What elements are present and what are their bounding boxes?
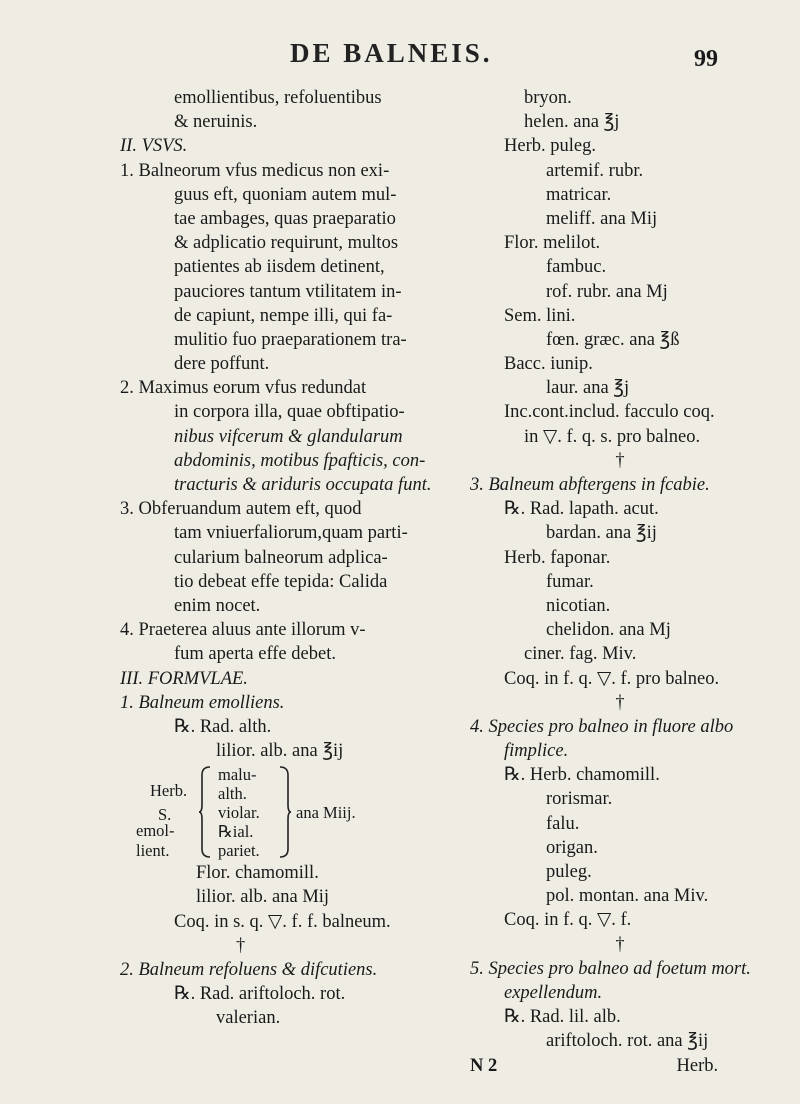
text-line: ℞. Rad. lil. alb.: [504, 1007, 621, 1028]
text-line: ciner. fag. Miv.: [524, 644, 637, 665]
text-line: pol. montan. ana Miv.: [546, 886, 709, 907]
text-line: fambuc.: [546, 257, 607, 278]
text-line: 4. Praeterea aluus ante illorum v-: [120, 620, 366, 641]
text-line: laur. ana ℥j: [546, 378, 630, 399]
cross-mark: †: [236, 935, 246, 956]
text-line: falu.: [546, 813, 580, 834]
left-column: [120, 86, 440, 1031]
formula-title: 1. Balneum emolliens.: [120, 692, 285, 713]
footer-line: [470, 1054, 770, 1078]
formula-title: 5. Species pro balneo ad foetum mort.: [470, 958, 751, 979]
compound-label: S.: [158, 805, 172, 825]
text-line: nicotian.: [546, 595, 611, 616]
text-line: de capiunt, nempe illi, qui fa-: [174, 305, 393, 326]
right-column: [470, 86, 770, 1078]
text-line: dere poffunt.: [174, 354, 270, 375]
text-line: abdominis, motibus fpafticis, con-: [174, 450, 426, 471]
text-line: rof. rubr. ana Mj: [546, 281, 668, 302]
compound-item: violar.: [218, 803, 260, 823]
compound-item: malu-: [218, 765, 257, 785]
text-line: tracturis & ariduris occupata funt.: [174, 475, 432, 495]
right-brace-icon: [278, 765, 292, 859]
text-line: ℞. Rad. ariftoloch. rot.: [174, 984, 346, 1005]
text-line: & adplicatio requirunt, multos: [174, 233, 399, 254]
left-brace-icon: [198, 765, 212, 859]
text-line: origan.: [546, 837, 598, 858]
text-line: lilior. alb. ana ℥ij: [216, 741, 344, 762]
section-heading: II. VSVS.: [120, 136, 188, 157]
text-line: in corpora illa, quae obftipatio-: [174, 402, 405, 423]
text-line: enim nocet.: [174, 595, 261, 616]
text-line: ℞. Herb. chamomill.: [504, 765, 660, 786]
text-line: ℞. Rad. alth.: [174, 716, 272, 737]
text-line: Herb. puleg.: [504, 136, 596, 157]
text-line: Inc.cont.includ. facculo coq.: [504, 402, 715, 423]
cross-mark: †: [615, 692, 625, 713]
text-line: Coq. in s. q. ▽. f. f. balneum.: [174, 911, 391, 932]
text-line: fumar.: [546, 571, 594, 592]
text-line: lilior. alb. ana Mij: [196, 887, 330, 908]
text-line: puleg.: [546, 862, 592, 882]
text-line: Bacc. iunip.: [504, 354, 593, 375]
formula-title: 3. Balneum abftergens in fcabie.: [470, 475, 710, 495]
text-line: 2. Maximus eorum vfus redundat: [120, 378, 367, 399]
compound-quantity: ana Miij.: [296, 803, 356, 823]
text-line: patientes ab iisdem detinent,: [174, 257, 385, 278]
text-line: bryon.: [524, 88, 572, 108]
text-line: matricar.: [546, 184, 612, 205]
text-line: rorismar.: [546, 789, 613, 810]
formula-title: 2. Balneum refoluens & difcutiens.: [120, 960, 378, 980]
compound-label: Herb.: [150, 781, 188, 801]
text-line: tam vniuerfaliorum,quam parti-: [174, 523, 408, 544]
text-line: bardan. ana ℥ij: [546, 523, 657, 544]
text-line: tio debeat effe tepida: Calida: [174, 571, 388, 592]
text-line: fœn. græc. ana ℥ß: [546, 329, 680, 350]
text-line: Sem. lini.: [504, 305, 576, 326]
text-line: Herb. faponar.: [504, 547, 611, 568]
formula-title: fimplice.: [504, 741, 569, 762]
text-line: tae ambages, quas praeparatio: [174, 208, 396, 229]
text-line: fum aperta effe debet.: [174, 644, 336, 665]
text-line: 3. Obferuandum autem eft, quod: [120, 499, 362, 520]
text-line: cularium balneorum adplica-: [174, 547, 388, 568]
running-head: DE BALNEIS.: [290, 38, 493, 68]
text-line: & neruinis.: [174, 112, 258, 133]
page-number: 99: [694, 46, 718, 72]
text-line: artemif. rubr.: [546, 160, 644, 181]
text-line: Coq. in f. q. ▽. f.: [504, 910, 632, 931]
page-header: [0, 38, 800, 78]
formula-title: expellendum.: [504, 982, 603, 1003]
text-line: Coq. in f. q. ▽. f. pro balneo.: [504, 668, 720, 689]
text-line: 1. Balneorum vfus medicus non exi-: [120, 160, 390, 181]
section-heading: III. FORMVLAE.: [120, 668, 248, 689]
compound-item: alth.: [218, 784, 247, 804]
text-line: meliff. ana Mij: [546, 208, 658, 229]
text-line: ariftoloch. rot. ana ℥ij: [546, 1031, 709, 1052]
text-line: mulitio fuo praeparationem tra-: [174, 329, 407, 350]
compound-label: lient.: [136, 841, 170, 861]
text-line: Flor. melilot.: [504, 233, 601, 254]
cross-mark: †: [615, 934, 625, 955]
formula-title: 4. Species pro balneo in fluore albo: [470, 716, 734, 737]
compound-label: emol-: [136, 821, 175, 841]
text-line: emollientibus, refoluentibus: [174, 88, 382, 108]
text-line: valerian.: [216, 1008, 281, 1029]
text-line: chelidon. ana Mj: [546, 620, 671, 641]
text-line: in ▽. f. q. s. pro balneo.: [524, 426, 701, 447]
text-line: nibus vifcerum & glandularum: [174, 426, 403, 447]
signature-mark: N 2: [470, 1055, 498, 1076]
herb-compound-block: [120, 763, 440, 861]
compound-item: pariet.: [218, 841, 260, 861]
text-line: Flor. chamomill.: [196, 863, 319, 884]
text-line: ℞. Rad. lapath. acut.: [504, 499, 659, 520]
text-line: helen. ana ℥j: [524, 112, 620, 133]
text-line: guus eft, quoniam autem mul-: [174, 184, 397, 205]
catchword: Herb.: [676, 1055, 719, 1076]
cross-mark: †: [615, 450, 625, 471]
compound-item: ℞ial.: [218, 822, 254, 842]
text-line: pauciores tantum vtilitatem in-: [174, 281, 402, 302]
